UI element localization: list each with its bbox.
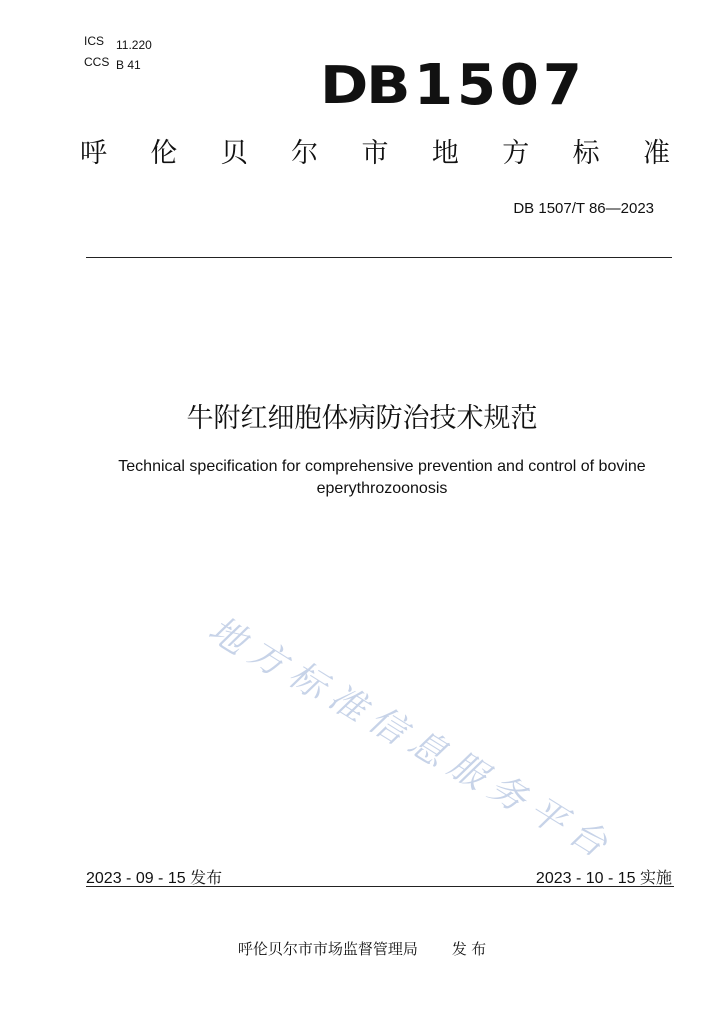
- ccs-value: B 41: [116, 58, 141, 72]
- org-title-char: 标: [572, 138, 600, 169]
- db-number: 1507: [414, 53, 586, 118]
- standard-number: DB 1507/T 86—2023: [513, 200, 654, 217]
- org-title-char: 准: [643, 138, 670, 169]
- document-title-english: Technical specification for comprehensive prevention and control of bovine eperythrozoonosis: [118, 458, 646, 497]
- org-title-char: 尔: [291, 138, 319, 169]
- watermark-char: 标: [281, 653, 334, 708]
- ccs-label: CCS: [84, 55, 110, 69]
- org-title-char: 方: [502, 138, 530, 169]
- watermark-char: 台: [561, 811, 614, 866]
- implementation-date: 2023 - 10 - 15 实施: [535, 870, 672, 887]
- watermark-char: 平: [521, 788, 574, 843]
- issuer-name: 呼伦贝尔市市场监督管理局: [237, 941, 418, 958]
- issuer-line: [0, 938, 724, 959]
- document-title-chinese: 牛附红细胞体病防治技术规范: [186, 403, 538, 434]
- issue-date: 2023 - 09 - 15 发布: [86, 870, 223, 887]
- header-divider: [86, 257, 672, 258]
- watermark-char: 息: [401, 721, 454, 776]
- ics-label: ICS: [84, 34, 105, 48]
- watermark-char: 方: [241, 631, 294, 686]
- org-title: [80, 140, 670, 167]
- org-title-char: 呼: [80, 138, 107, 169]
- org-title-char: 伦: [150, 138, 178, 169]
- db-mark: DB: [320, 56, 409, 116]
- watermark-char: 信: [361, 698, 414, 753]
- watermark-char: 准: [321, 676, 374, 731]
- ics-value: 11.220: [116, 38, 152, 52]
- org-title-char: 贝: [220, 138, 248, 169]
- org-title-char: 市: [361, 138, 389, 169]
- watermark-char: 务: [481, 766, 534, 821]
- watermark-char: 服: [441, 743, 494, 798]
- org-title-char: 地: [431, 138, 459, 169]
- watermark: [188, 600, 614, 866]
- footer-divider: [86, 886, 674, 887]
- issuer-action: 发 布: [451, 941, 487, 958]
- watermark-char: 地: [201, 608, 254, 663]
